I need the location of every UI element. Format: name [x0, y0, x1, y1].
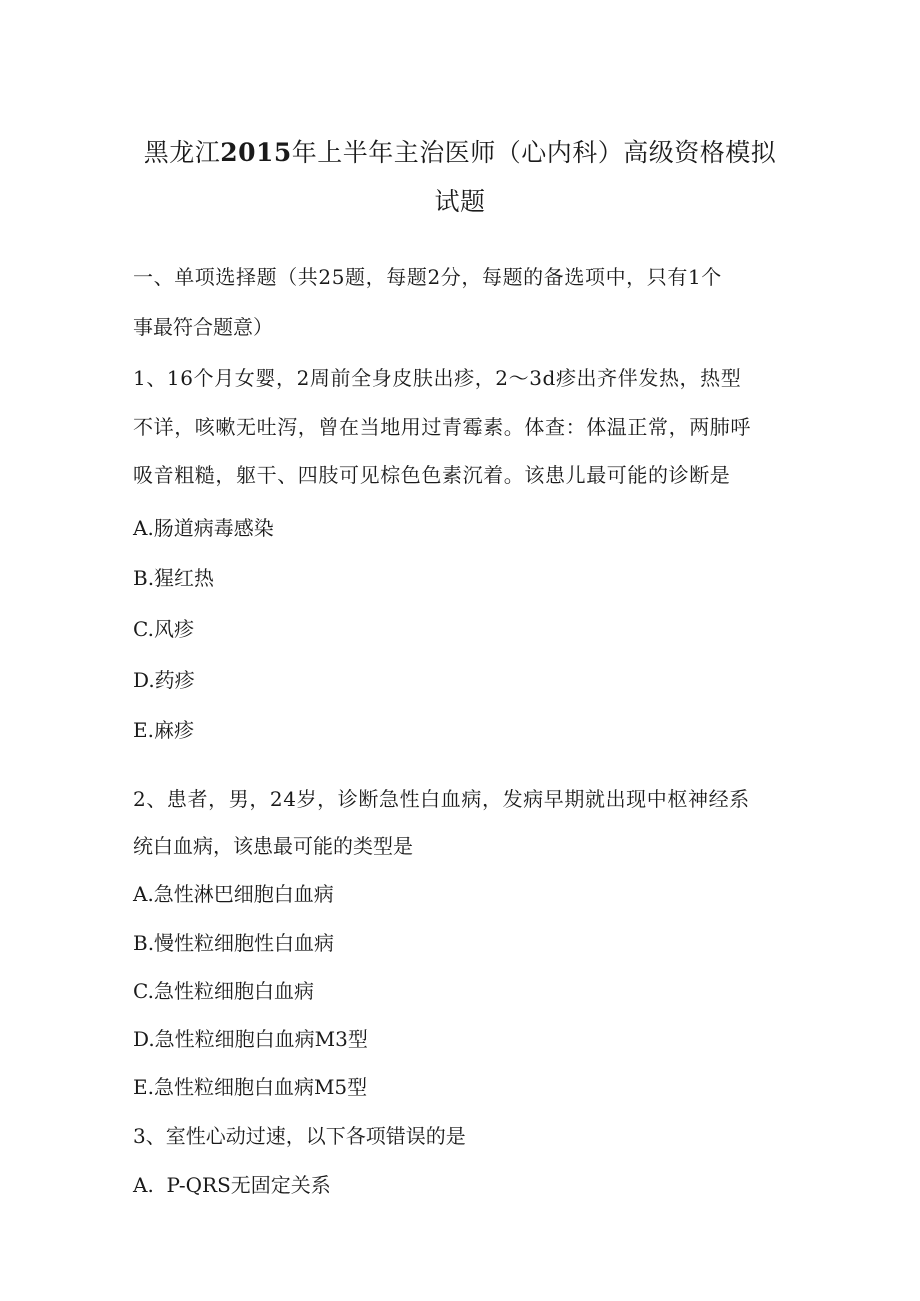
- question-2-option-b: B.慢性粒细胞性白血病: [133, 931, 335, 955]
- question-1-stem-line-2: 不详，咳嗽无吐泻，曾在当地用过青霉素。体查：体温正常，两肺呼: [133, 415, 751, 439]
- question-1-option-d: D.药疹: [133, 668, 195, 692]
- question-2-option-d: D.急性粒细胞白血病M3型: [133, 1027, 368, 1051]
- question-1-option-b: B.猩红热: [133, 566, 215, 590]
- question-2-stem-line-2: 统白血病，该患最可能的类型是: [133, 834, 413, 858]
- question-3-option-a: A. P-QRS无固定关系: [133, 1173, 331, 1197]
- title-rest: 年上半年主治医师（心内科）高级资格模拟: [291, 138, 777, 167]
- section-header-line-1: 一、单项选择题（共25题，每题2分，每题的备选项中，只有1个: [133, 265, 722, 289]
- question-2-option-c: C.急性粒细胞白血病: [133, 979, 314, 1003]
- question-1-option-c: C.风疹: [133, 617, 194, 641]
- section-header-line-2: 事最符合题意）: [133, 315, 273, 339]
- title-year: 2015: [220, 138, 292, 167]
- question-3-stem-line-1: 3、室性心动过速，以下各项错误的是: [133, 1124, 466, 1148]
- document-title-line-1: [0, 137, 920, 169]
- question-1-option-e: E.麻疹: [133, 718, 194, 742]
- document-title-line-2: 试题: [434, 187, 486, 216]
- question-2-stem-line-1: 2、患者，男，24岁，诊断急性白血病，发病早期就出现中枢神经系: [133, 787, 750, 811]
- title-prefix: 黑龙江: [143, 138, 221, 167]
- question-1-stem-line-1: 1、16个月女婴，2周前全身皮肤出疹，2～3d疹出齐伴发热，热型: [133, 366, 742, 390]
- question-2-option-a: A.急性淋巴细胞白血病: [133, 882, 334, 906]
- question-1-stem-line-3: 吸音粗糙，躯干、四肢可见棕色色素沉着。该患儿最可能的诊断是: [133, 463, 731, 487]
- question-1-option-a: A.肠道病毒感染: [133, 516, 274, 540]
- question-2-option-e: E.急性粒细胞白血病M5型: [133, 1075, 368, 1099]
